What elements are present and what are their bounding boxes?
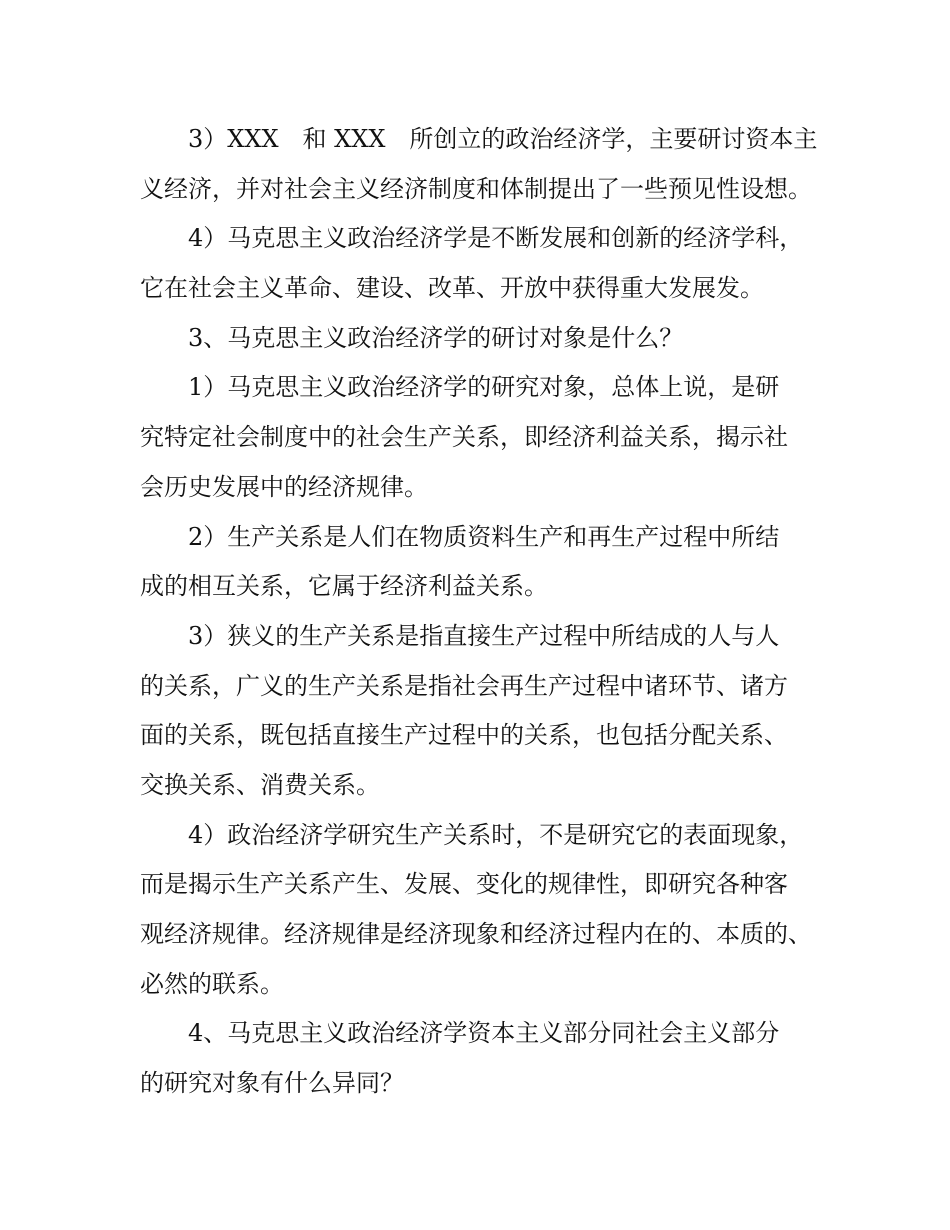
question-heading: 的研究对象有什么异同？	[140, 1069, 404, 1098]
paragraph-line: 而是揭示生产关系产生、发展、变化的规律性，即研究各种客	[140, 870, 788, 899]
paragraph-line: 成的相互关系，它属于经济利益关系。	[140, 572, 548, 601]
paragraph-line: 它在社会主义革命、建设、改革、开放中获得重大发展发。	[140, 274, 764, 303]
paragraph-line: 1）马克思主义政治经济学的研究对象，总体上说，是研	[188, 373, 780, 402]
paragraph-line: 面的关系，既包括直接生产过程中的关系，也包括分配关系、	[140, 721, 788, 750]
paragraph-line: 4）政治经济学研究生产关系时，不是研究它的表面现象，	[188, 820, 804, 849]
paragraph-line: 交换关系、消费关系。	[140, 770, 380, 799]
question-heading: 3、马克思主义政治经济学的研讨对象是什么？	[188, 323, 684, 352]
document-body	[140, 115, 830, 1109]
paragraph-line: 2）生产关系是人们在物质资料生产和再生产过程中所结	[188, 522, 780, 551]
paragraph-line: 4）马克思主义政治经济学是不断发展和创新的经济学科，	[188, 224, 804, 253]
paragraph-line: 的关系，广义的生产关系是指社会再生产过程中诸环节、诸方	[140, 671, 788, 700]
paragraph-line: 必然的联系。	[140, 969, 284, 998]
paragraph-line: 3）狭义的生产关系是指直接生产过程中所结成的人与人	[188, 621, 780, 650]
paragraph-line: 会历史发展中的经济规律。	[140, 472, 428, 501]
paragraph-line: 观经济规律。经济规律是经济现象和经济过程内在的、本质的、	[140, 920, 812, 948]
paragraph-line: 义经济，并对社会主义经济制度和体制提出了一些预见性设想。	[140, 174, 812, 203]
paragraph-line: 3）XXX 和 XXX 所创立的政治经济学，主要研讨资本主	[188, 125, 818, 153]
question-heading: 4、马克思主义政治经济学资本主义部分同社会主义部分	[188, 1019, 780, 1048]
paragraph-line: 究特定社会制度中的社会生产关系，即经济利益关系，揭示社	[140, 423, 788, 452]
